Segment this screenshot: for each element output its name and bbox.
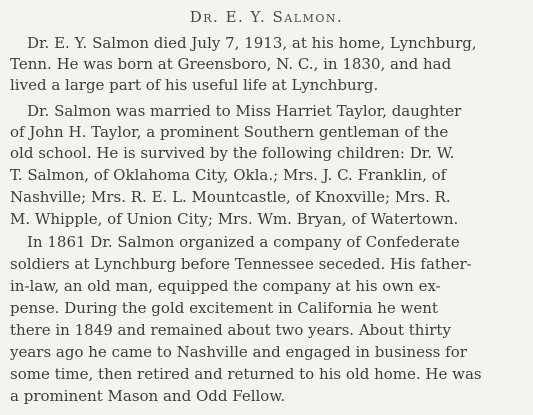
text-line-9: M. Whipple, of Union City; Mrs. Wm. Bryan, of Watertown.: [10, 210, 459, 228]
text-line-13: pense. During the gold excitement in California he went: [10, 299, 438, 317]
article-title: Dr. E. Y. Salmon.: [189, 8, 344, 26]
text-line-14: there in 1849 and remained about two years. About thirty: [10, 321, 451, 339]
text-line-6: old school. He is survived by the following children: Dr. W.: [10, 144, 455, 162]
text-line-7: T. Salmon, of Oklahoma City, Okla.; Mrs. J. C. Franklin, of: [10, 166, 447, 184]
text-line-12: in-law, an old man, equipped the company at his own ex-: [10, 277, 441, 295]
text-line-11: soldiers at Lynchburg before Tennessee seceded. His father-: [10, 255, 472, 273]
text-line-17: a prominent Mason and Odd Fellow.: [10, 387, 286, 405]
text-line-2: Tenn. He was born at Greensboro, N. C., in 1830, and had: [10, 55, 452, 73]
text-line-8: Nashville; Mrs. R. E. L. Mountcastle, of Knoxville; Mrs. R.: [10, 188, 451, 206]
text-line-4: Dr. Salmon was married to Miss Harriet Taylor, daughter: [27, 102, 462, 120]
text-line-3: lived a large part of his useful life at Lynchburg.: [10, 76, 379, 94]
text-line-15: years ago he came to Nashville and engaged in business for: [10, 343, 467, 361]
text-line-16: some time, then retired and returned to his old home. He was: [10, 365, 482, 383]
text-line-5: of John H. Taylor, a prominent Southern gentleman of the: [10, 123, 449, 141]
text-line-1: Dr. E. Y. Salmon died July 7, 1913, at his home, Lynchburg,: [27, 34, 477, 52]
text-line-10: In 1861 Dr. Salmon organized a company of Confederate: [27, 233, 460, 251]
